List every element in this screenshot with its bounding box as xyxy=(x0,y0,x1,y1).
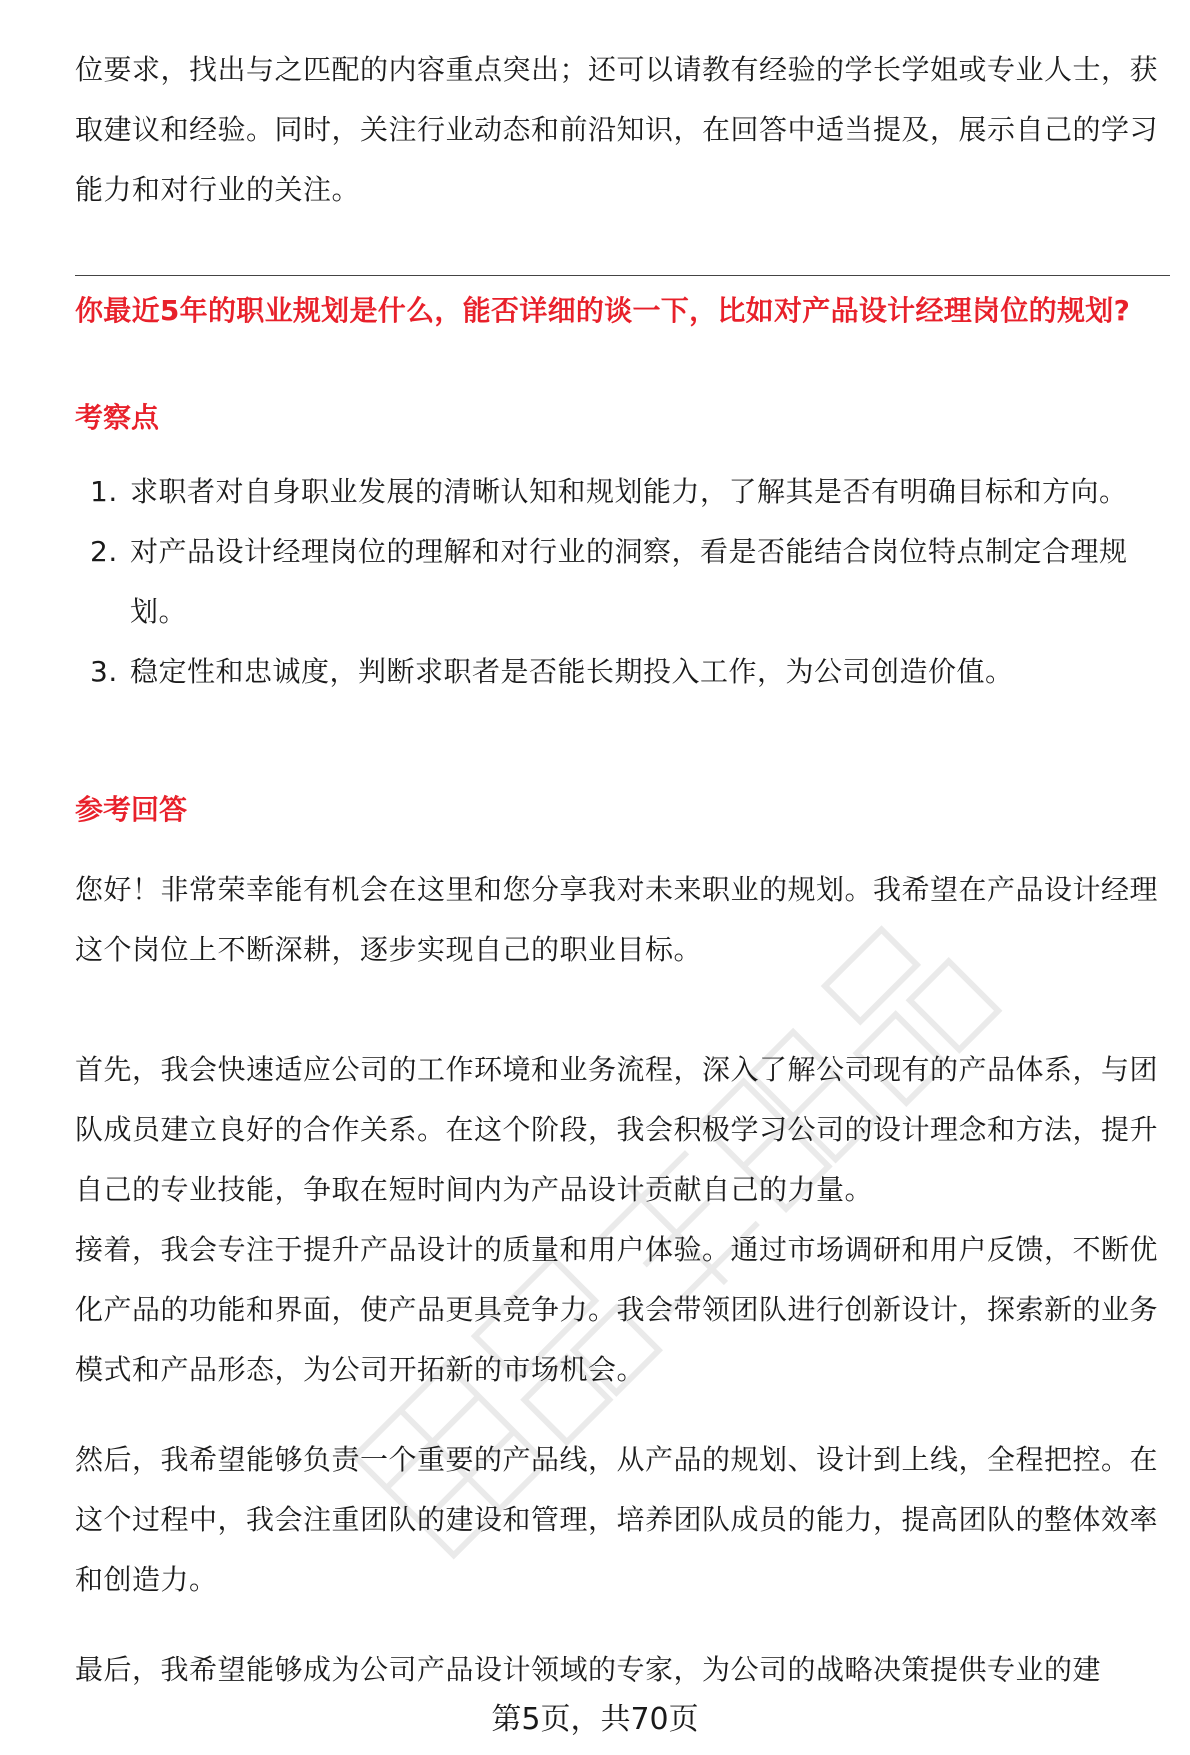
points-section-title: 考察点 xyxy=(75,401,160,434)
list-item-number: 1. xyxy=(90,475,118,508)
list-item-number: 2. xyxy=(90,535,118,568)
list-item-text: 稳定性和忠诚度，判断求职者是否能长期投入工作，为公司创造价值。 xyxy=(130,655,1014,688)
section-divider xyxy=(75,275,1170,276)
answer-paragraph: 然后，我希望能够负责一个重要的产品线，从产品的规划、设计到上线，全程把控。在这个过程中，我会注重团队的建设和管理，培养团队成员的能力，提高团队的整体效率和创造力。 xyxy=(75,1443,1159,1596)
list-item-number: 3. xyxy=(90,655,118,688)
list-item-text: 对产品设计经理岗位的理解和对行业的洞察，看是否能结合岗位特点制定合理规划。 xyxy=(130,535,1128,628)
list-item xyxy=(75,522,1165,642)
answer-paragraph: 最后，我希望能够成为公司产品设计领域的专家，为公司的战略决策提供专业的建 xyxy=(75,1653,1102,1686)
list-item xyxy=(75,642,1165,702)
question-heading: 你最近5年的职业规划是什么，能否详细的谈一下，比如对产品设计经理岗位的规划? xyxy=(75,294,1131,327)
answer-paragraph: 首先，我会快速适应公司的工作环境和业务流程，深入了解公司现有的产品体系，与团队成员建立良好的合作关系。在这个阶段，我会积极学习公司的设计理念和方法，提升自己的专业技能，争取在短时间内为产品设计贡献自己的力量。 xyxy=(75,1053,1159,1206)
list-item-text: 求职者对自身职业发展的清晰认知和规划能力，了解其是否有明确目标和方向。 xyxy=(130,475,1128,508)
answer-paragraph: 接着，我会专注于提升产品设计的质量和用户体验。通过市场调研和用户反馈，不断优化产品的功能和界面，使产品更具竞争力。我会带领团队进行创新设计，探索新的业务模式和产品形态，为公司开拓新的市场机会。 xyxy=(75,1233,1159,1386)
answer-paragraph: 您好！非常荣幸能有机会在这里和您分享我对未来职业的规划。我希望在产品设计经理这个岗位上不断深耕，逐步实现自己的职业目标。 xyxy=(75,873,1159,966)
list-item xyxy=(75,462,1165,522)
intro-paragraph: 位要求，找出与之匹配的内容重点突出；还可以请教有经验的学长学姐或专业人士，获取建议和经验。同时，关注行业动态和前沿知识，在回答中适当提及，展示自己的学习能力和对行业的关注。 xyxy=(75,53,1159,206)
answer-section-title: 参考回答 xyxy=(75,793,188,826)
page-number-footer: 第5页，共70页 xyxy=(491,1702,699,1737)
points-list xyxy=(75,462,1165,702)
